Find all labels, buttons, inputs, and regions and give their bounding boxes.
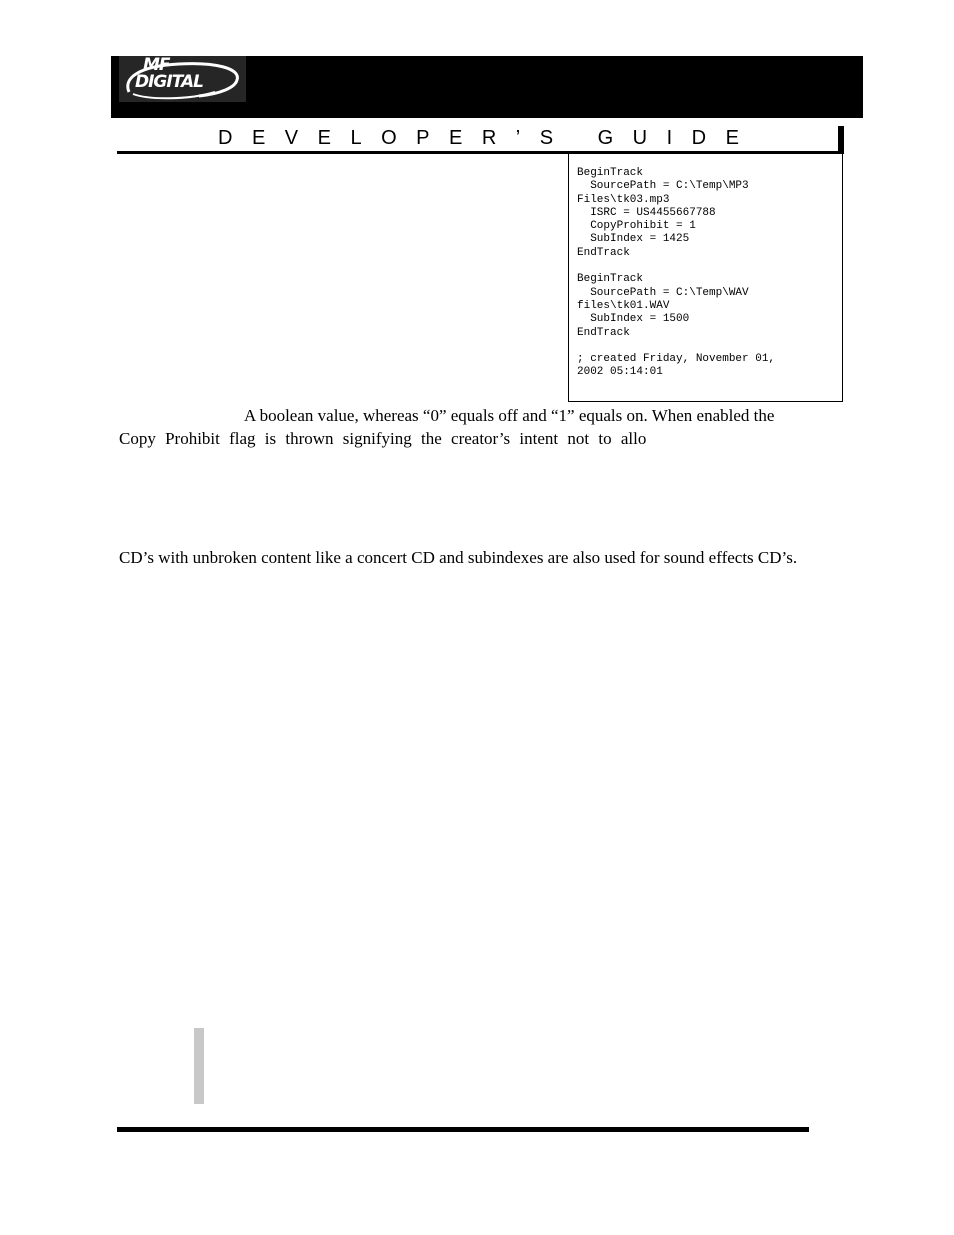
paragraph-line-1: A boolean value, whereas “0” equals off and “1” equals on. When enabled the [244,406,775,425]
margin-change-bar [194,1028,204,1104]
logo-mf-text: MF [143,56,170,75]
paragraph-line-2: Copy Prohibit flag is thrown signifying the creator’s intent not to allo [119,429,647,448]
title-rule-tick [838,126,844,154]
subindex-paragraph: CD’s with unbroken content like a concert CD and subindexes are also used for sound effects CD’s. [119,548,798,567]
mf-digital-logo [119,56,246,102]
copy-prohibit-paragraph [119,404,835,450]
footer-rule [117,1127,809,1132]
code-sample-box [568,154,843,402]
code-sample-text: BeginTrack SourcePath = C:\Temp\MP3 Files\tk03.mp3 ISRC = US4455667788 CopyProhibit = 1 SubIndex = 1425 EndTrack BeginTrack SourcePath = C:\Temp\WAV files\tk01.WAV SubIndex = 1500 EndTrack ; created Friday, November 01, 2002 05:14:01 [577,167,776,379]
guide-title: DEVELOPER’S GUIDE [218,127,759,149]
logo-digital-text: DIGITAL [135,72,203,92]
